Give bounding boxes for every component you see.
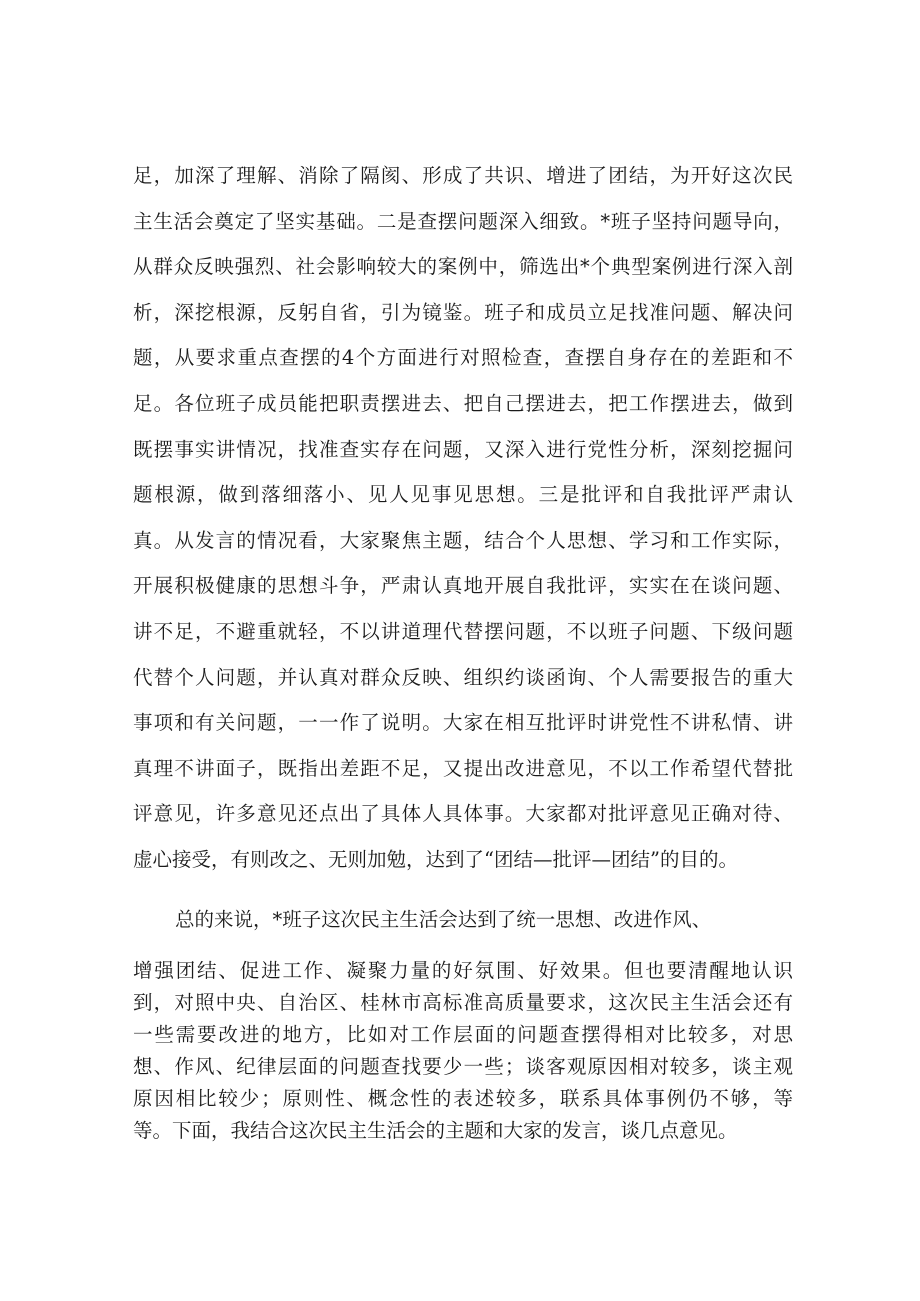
paragraph-body-2 [133, 955, 793, 1147]
text-line: 等。下面，我结合这次民主生活会的主题和大家的发言，谈几点意见。 [133, 1119, 738, 1142]
text-line: 真。从发言的情况看，大家聚焦主题，结合个人思想、学习和工作实际， [133, 528, 793, 552]
text-line: 一些需要改进的地方，比如对工作层面的问题查摆得相对比较多，对思 [133, 1023, 793, 1046]
text-line: 事项和有关问题，一一作了说明。大家在相互批评时讲党性不讲私情、讲 [133, 711, 793, 735]
text-line: 开展积极健康的思想斗争，严肃认真地开展自我批评，实实在在谈问题、 [133, 574, 793, 598]
text-line: 虚心接受，有则改之、无则加勉，达到了“团结—批评—团结”的目的。 [133, 847, 738, 871]
text-line: 原因相比较少；原则性、概念性的表述较多，联系具体事例仍不够，等 [133, 1087, 793, 1110]
text-line: 既摆事实讲情况，找准查实存在问题，又深入进行党性分析，深刻挖掘问 [133, 437, 793, 461]
text-line: 析，深挖根源，反躬自省，引为镜鉴。班子和成员立足找准问题、解决问 [133, 300, 793, 324]
text-line: 真理不讲面子，既指出差距不足，又提出改进意见，不以工作希望代替批 [133, 756, 793, 780]
text-line: 从群众反映强烈、社会影响较大的案例中，筛选出*个典型案例进行深入剖 [133, 255, 793, 279]
text-line: 主生活会奠定了坚实基础。二是查摆问题深入细致。*班子坚持问题导向， [133, 209, 793, 233]
text-line: 题，从要求重点查摆的4个方面进行对照检查，查摆自身存在的差距和不 [133, 346, 793, 370]
text-line: 足。各位班子成员能把职责摆进去、把自己摆进去，把工作摆进去，做到 [133, 391, 793, 415]
text-line: 想、作风、纪律层面的问题查找要少一些；谈客观原因相对较多，谈主观 [133, 1055, 793, 1078]
text-line: 足，加深了理解、消除了隔阂、形成了共识、增进了团结，为开好这次民 [133, 164, 793, 187]
paragraph-2-first-line: 总的来说，*班子这次民主生活会达到了统一思想、改进作风、 [175, 908, 712, 931]
text-line: 题根源，做到落细落小、见人见事见思想。三是批评和自我批评严肃认 [133, 483, 793, 507]
text-line: 评意见，许多意见还点出了具体人具体事。大家都对批评意见正确对待、 [133, 802, 793, 826]
paragraph-body-1 [133, 153, 793, 883]
text-line: 代替个人问题，并认真对群众反映、组织约谈函询、个人需要报告的重大 [133, 665, 793, 689]
text-line: 讲不足，不避重就轻，不以讲道理代替摆问题，不以班子问题、下级问题 [133, 619, 793, 643]
text-line: 增强团结、促进工作、凝聚力量的好氛围、好效果。但也要清醒地认识 [133, 959, 793, 982]
text-line: 到，对照中央、自治区、桂林市高标准高质量要求，这次民主生活会还有 [133, 991, 793, 1014]
